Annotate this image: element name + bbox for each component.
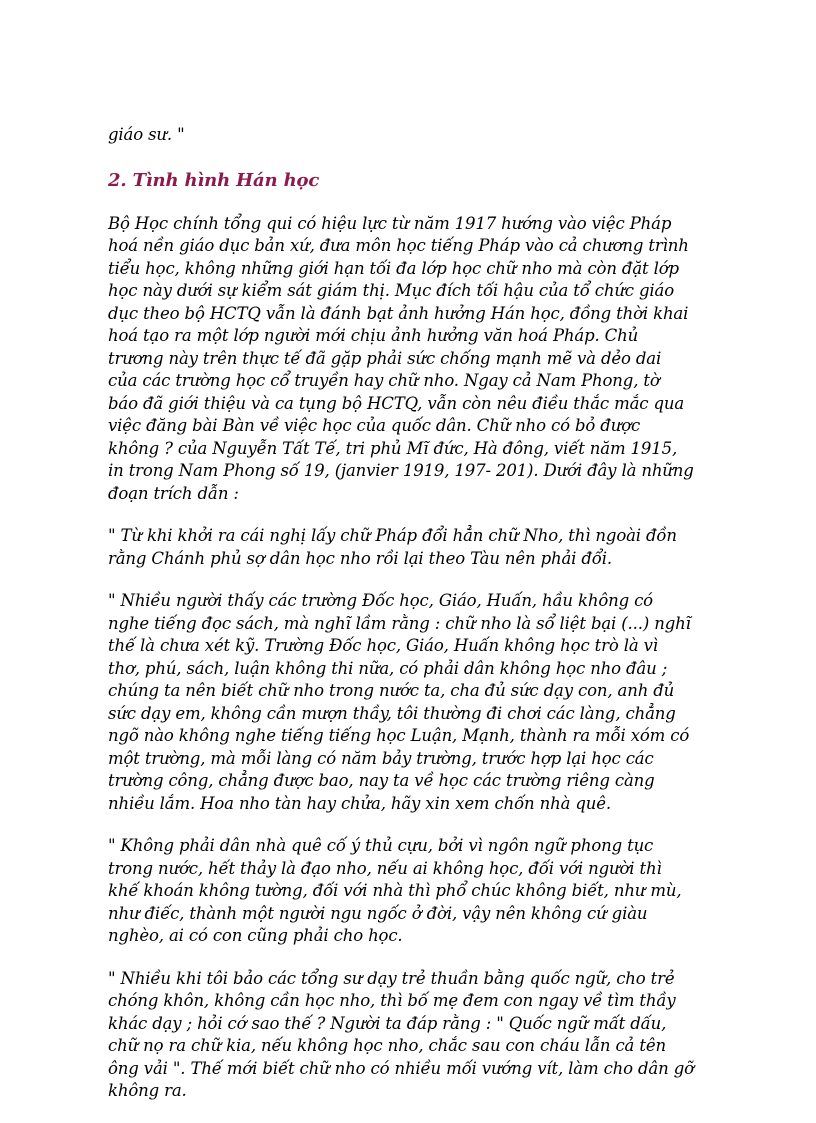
document-body	[108, 124, 694, 1123]
lead-line: giáo sư. "	[108, 125, 185, 144]
paragraph-quote-1: " Từ khi khởi ra cái nghị lấy chữ Pháp đổi hẳn chữ Nho, thì ngoài đồn rằng Chánh phủ sợ dân học nho rồi lại theo Tàu nên phải đổi.	[108, 526, 677, 568]
section-heading: 2. Tình hình Hán học	[108, 169, 320, 191]
paragraph-intro: Bộ Học chính tổng qui có hiệu lực từ năm 1917 hướng vào việc Pháp hoá nền giáo dục bản xứ, đưa môn học tiếng Pháp vào cả chương trình tiểu học, không những giới hạn tối đa lớp học chữ nho mà còn đặt lớp học này dưới sự kiểm sát giám thị. Mục đích tối hậu của tổ chức giáo dục theo bộ HCTQ vẫn là đánh bạt ảnh hưởng Hán học, đồng thời khai hoá tạo ra một lớp người mới chịu ảnh hưởng văn hoá Pháp. Chủ trương này trên thực tế đã gặp phải sức chống mạnh mẽ và dẻo dai của các trường học cổ truyền hay chữ nho. Ngay cả Nam Phong, tờ báo đã giới thiệu và ca tụng bộ HCTQ, vẫn còn nêu điều thắc mắc qua việc đăng bài Bàn về việc học của quốc dân. Chữ nho có bỏ được không ? của Nguyễn Tất Tế, tri phủ Mĩ đức, Hà đông, viết năm 1915, in trong Nam Phong số 19, (janvier 1919, 197- 201). Dưới đây là những đoạn trích dẫn :	[108, 213, 694, 503]
paragraph-quote-3: " Không phải dân nhà quê cố ý thủ cựu, bởi vì ngôn ngữ phong tục trong nước, hết thảy là đạo nho, nếu ai không học, đối với người thì khế khoán không tường, đối với nhà thì phổ chúc không biết, như mù, như điếc, thành một người ngu ngốc ở đời, vậy nên không cứ giàu nghèo, ai có con cũng phải cho học.	[108, 836, 682, 945]
paragraph-quote-4: " Nhiều khi tôi bảo các tổng sư dạy trẻ thuần bằng quốc ngữ, cho trẻ chóng khôn, không cần học nho, thì bố mẹ đem con ngay về tìm thầy khác dạy ; hỏi cớ sao thế ? Người ta đáp rằng : " Quốc ngữ mất dấu, chữ nọ ra chữ kia, nếu không học nho, chắc sau con cháu lẫn cả tên ông vải ". Thế mới biết chữ nho có nhiều mối vướng vít, làm cho dân gỡ không ra.	[108, 968, 694, 1100]
paragraph-quote-2: " Nhiều người thấy các trường Đốc học, Giáo, Huấn, hầu không có nghe tiếng đọc sách, mà nghĩ lầm rằng : chữ nho là sổ liệt bại (...) nghĩ thế là chưa xét kỹ. Trường Đốc học, Giáo, Huấn không học trò là vì thơ, phú, sách, luận không thi nữa, có phải dân không học nho đâu ; chúng ta nên biết chữ nho trong nước ta, cha đủ sức dạy con, anh đủ sức dạy em, không cần mượn thầy, tôi thường đi chơi các làng, chẳng ngõ nào không nghe tiếng tiếng học Luận, Mạnh, thành ra mỗi xóm có một trường, mà mỗi làng có năm bảy trường, trước hợp lại học các trường công, chẳng được bao, nay ta về học các trường riêng càng nhiều lắm. Hoa nho tàn hay chửa, hãy xin xem chốn nhà quê.	[108, 591, 691, 813]
